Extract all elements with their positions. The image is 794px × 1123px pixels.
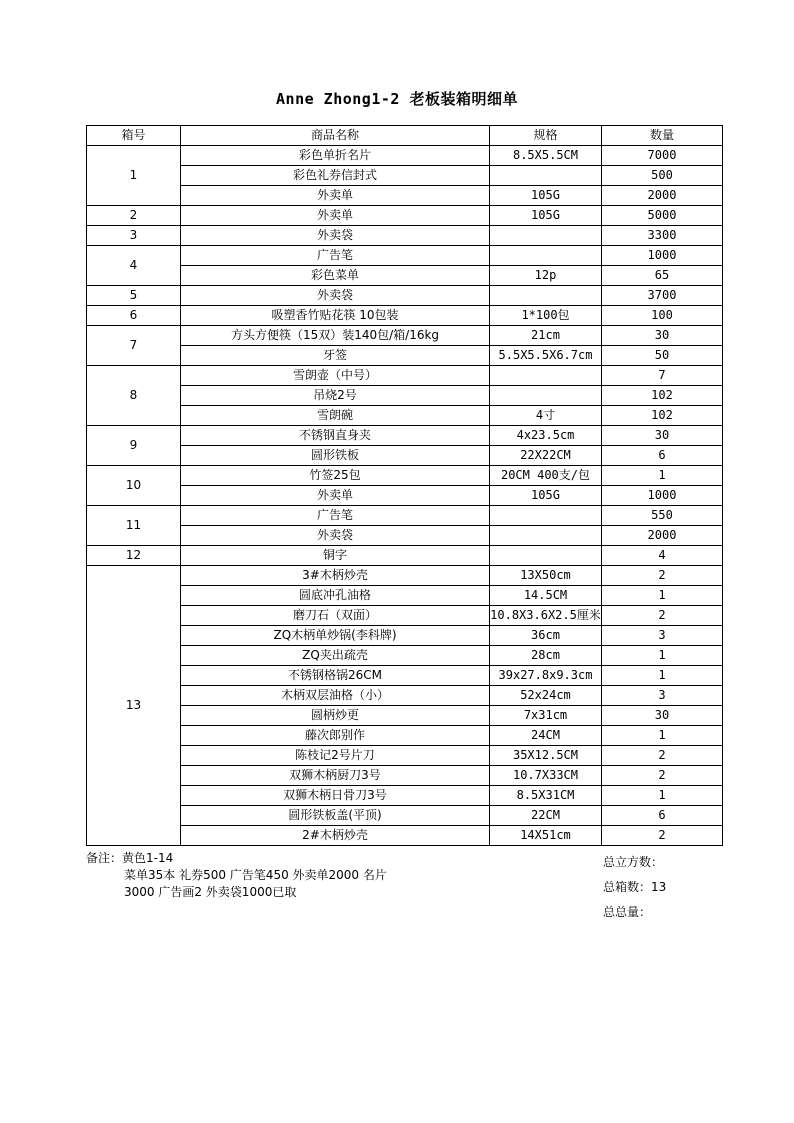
quantity-cell: 2 (602, 826, 723, 846)
table-row (87, 566, 723, 586)
product-name-cell: 圆底冲孔油格 (181, 586, 490, 606)
spec-cell: 22X22CM (490, 446, 602, 466)
spec-cell: 1*100包 (490, 306, 602, 326)
table-row (87, 666, 723, 686)
spec-cell (490, 506, 602, 526)
product-name-cell: 外卖袋 (181, 226, 490, 246)
quantity-cell: 2 (602, 746, 723, 766)
table-row (87, 246, 723, 266)
quantity-cell: 2000 (602, 186, 723, 206)
table-row (87, 726, 723, 746)
product-name-cell: 吊烧2号 (181, 386, 490, 406)
spec-cell: 7x31cm (490, 706, 602, 726)
product-name-cell: 外卖单 (181, 206, 490, 226)
header-quantity: 数量 (602, 126, 723, 146)
quantity-cell: 30 (602, 326, 723, 346)
quantity-cell: 6 (602, 806, 723, 826)
quantity-cell: 1 (602, 786, 723, 806)
table-row (87, 346, 723, 366)
table-row (87, 766, 723, 786)
spec-cell: 28cm (490, 646, 602, 666)
quantity-cell: 3700 (602, 286, 723, 306)
quantity-cell: 1 (602, 726, 723, 746)
spec-cell: 22CM (490, 806, 602, 826)
table-row (87, 206, 723, 226)
product-name-cell: 外卖单 (181, 186, 490, 206)
spec-cell: 14.5CM (490, 586, 602, 606)
remarks-line: 菜单35本 礼券500 广告笔450 外卖单2000 名片 (124, 868, 387, 882)
total-boxes: 总箱数：13 (603, 880, 667, 894)
quantity-cell: 65 (602, 266, 723, 286)
spec-cell (490, 226, 602, 246)
product-name-cell: 彩色菜单 (181, 266, 490, 286)
product-name-cell: 彩色单折名片 (181, 146, 490, 166)
table-row (87, 506, 723, 526)
table-row (87, 526, 723, 546)
table-row (87, 586, 723, 606)
table-row (87, 626, 723, 646)
quantity-cell: 1 (602, 646, 723, 666)
table-row (87, 746, 723, 766)
page-title: Anne Zhong1-2 老板装箱明细单 (276, 90, 518, 108)
product-name-cell: ZQ夹出疏壳 (181, 646, 490, 666)
quantity-cell: 30 (602, 426, 723, 446)
remarks-line: 备注：黄色1-14 (86, 851, 174, 865)
table-row (87, 806, 723, 826)
product-name-cell: 铜字 (181, 546, 490, 566)
product-name-cell: 圆形铁板盖(平顶) (181, 806, 490, 826)
quantity-cell: 7 (602, 366, 723, 386)
table-row (87, 386, 723, 406)
spec-cell: 24CM (490, 726, 602, 746)
table-row (87, 426, 723, 446)
header-row (87, 126, 723, 146)
product-name-cell: 双狮木柄日骨刀3号 (181, 786, 490, 806)
spec-cell: 52x24cm (490, 686, 602, 706)
table-row (87, 306, 723, 326)
product-name-cell: 圆柄炒更 (181, 706, 490, 726)
table-row (87, 706, 723, 726)
spec-cell: 36cm (490, 626, 602, 646)
product-name-cell: 竹签25包 (181, 466, 490, 486)
quantity-cell: 2000 (602, 526, 723, 546)
product-name-cell: 外卖袋 (181, 526, 490, 546)
header-spec: 规格 (490, 126, 602, 146)
product-name-cell: 不锈钢直身夹 (181, 426, 490, 446)
box-number-cell: 2 (87, 206, 181, 226)
quantity-cell: 100 (602, 306, 723, 326)
quantity-cell: 6 (602, 446, 723, 466)
table-row (87, 326, 723, 346)
quantity-cell: 550 (602, 506, 723, 526)
table-row (87, 546, 723, 566)
product-name-cell: 木柄双层油格（小） (181, 686, 490, 706)
table-row (87, 266, 723, 286)
quantity-cell: 1 (602, 666, 723, 686)
quantity-cell: 3 (602, 626, 723, 646)
quantity-cell: 7000 (602, 146, 723, 166)
spec-cell: 8.5X5.5CM (490, 146, 602, 166)
box-number-cell: 9 (87, 426, 181, 466)
spec-cell: 8.5X31CM (490, 786, 602, 806)
product-name-cell: 藤次郎别作 (181, 726, 490, 746)
product-name-cell: 牙签 (181, 346, 490, 366)
table-row (87, 286, 723, 306)
quantity-cell: 1000 (602, 486, 723, 506)
spec-cell: 39x27.8x9.3cm (490, 666, 602, 686)
spec-cell (490, 386, 602, 406)
quantity-cell: 2 (602, 566, 723, 586)
totals-summary (603, 850, 666, 925)
quantity-cell: 2 (602, 766, 723, 786)
product-name-cell: 磨刀石（双面） (181, 606, 490, 626)
product-name-cell: 广告笔 (181, 506, 490, 526)
table-row (87, 486, 723, 506)
quantity-cell: 4 (602, 546, 723, 566)
spec-cell (490, 366, 602, 386)
spec-cell: 5.5X5.5X6.7cm (490, 346, 602, 366)
box-number-cell: 7 (87, 326, 181, 366)
table-row (87, 786, 723, 806)
product-name-cell: 陈枝记2号片刀 (181, 746, 490, 766)
product-name-cell: 彩色礼券信封式 (181, 166, 490, 186)
quantity-cell: 1 (602, 586, 723, 606)
box-number-cell: 5 (87, 286, 181, 306)
box-number-cell: 4 (87, 246, 181, 286)
spec-cell: 12p (490, 266, 602, 286)
quantity-cell: 30 (602, 706, 723, 726)
product-name-cell: 外卖袋 (181, 286, 490, 306)
box-number-cell: 13 (87, 566, 181, 846)
spec-cell: 35X12.5CM (490, 746, 602, 766)
remarks-line: 3000 广告画2 外卖袋1000已取 (124, 885, 297, 899)
spec-cell: 4寸 (490, 406, 602, 426)
quantity-cell: 1 (602, 466, 723, 486)
table-row (87, 826, 723, 846)
table-row (87, 446, 723, 466)
product-name-cell: ZQ木柄单炒锅(李科牌) (181, 626, 490, 646)
box-number-cell: 3 (87, 226, 181, 246)
spec-cell (490, 286, 602, 306)
packing-list-table (86, 125, 723, 846)
quantity-cell: 3300 (602, 226, 723, 246)
product-name-cell: 方头方便筷（15双）装140包/箱/16kg (181, 326, 490, 346)
remarks (86, 850, 387, 901)
box-number-cell: 12 (87, 546, 181, 566)
quantity-cell: 102 (602, 386, 723, 406)
quantity-cell: 5000 (602, 206, 723, 226)
table-row (87, 166, 723, 186)
table-row (87, 646, 723, 666)
header-product-name: 商品名称 (181, 126, 490, 146)
product-name-cell: 不锈钢格锅26CM (181, 666, 490, 686)
table-row (87, 366, 723, 386)
box-number-cell: 11 (87, 506, 181, 546)
spec-cell: 14X51cm (490, 826, 602, 846)
table-row (87, 466, 723, 486)
quantity-cell: 500 (602, 166, 723, 186)
table-body (87, 146, 723, 846)
product-name-cell: 双狮木柄厨刀3号 (181, 766, 490, 786)
spec-cell (490, 246, 602, 266)
spec-cell: 105G (490, 206, 602, 226)
table-row (87, 146, 723, 166)
header-box-number: 箱号 (87, 126, 181, 146)
quantity-cell: 1000 (602, 246, 723, 266)
spec-cell: 105G (490, 186, 602, 206)
product-name-cell: 广告笔 (181, 246, 490, 266)
spec-cell: 13X50cm (490, 566, 602, 586)
quantity-cell: 50 (602, 346, 723, 366)
spec-cell (490, 526, 602, 546)
quantity-cell: 3 (602, 686, 723, 706)
spec-cell: 10.7X33CM (490, 766, 602, 786)
spec-cell: 20CM 400支/包 (490, 466, 602, 486)
table-row (87, 186, 723, 206)
table-row (87, 226, 723, 246)
spec-cell: 10.8X3.6X2.5厘米 (490, 606, 602, 626)
box-number-cell: 10 (87, 466, 181, 506)
quantity-cell: 102 (602, 406, 723, 426)
box-number-cell: 1 (87, 146, 181, 206)
total-weight: 总总量： (603, 905, 652, 919)
spec-cell (490, 546, 602, 566)
product-name-cell: 雪朗碗 (181, 406, 490, 426)
table-row (87, 406, 723, 426)
total-volume: 总立方数： (603, 855, 664, 869)
box-number-cell: 6 (87, 306, 181, 326)
spec-cell: 105G (490, 486, 602, 506)
product-name-cell: 2#木柄炒壳 (181, 826, 490, 846)
product-name-cell: 雪朗壶（中号） (181, 366, 490, 386)
table-row (87, 686, 723, 706)
box-number-cell: 8 (87, 366, 181, 426)
spec-cell: 4x23.5cm (490, 426, 602, 446)
product-name-cell: 吸塑香竹贴花筷 10包装 (181, 306, 490, 326)
product-name-cell: 圆形铁板 (181, 446, 490, 466)
product-name-cell: 3#木柄炒壳 (181, 566, 490, 586)
quantity-cell: 2 (602, 606, 723, 626)
table-row (87, 606, 723, 626)
spec-cell (490, 166, 602, 186)
spec-cell: 21cm (490, 326, 602, 346)
product-name-cell: 外卖单 (181, 486, 490, 506)
